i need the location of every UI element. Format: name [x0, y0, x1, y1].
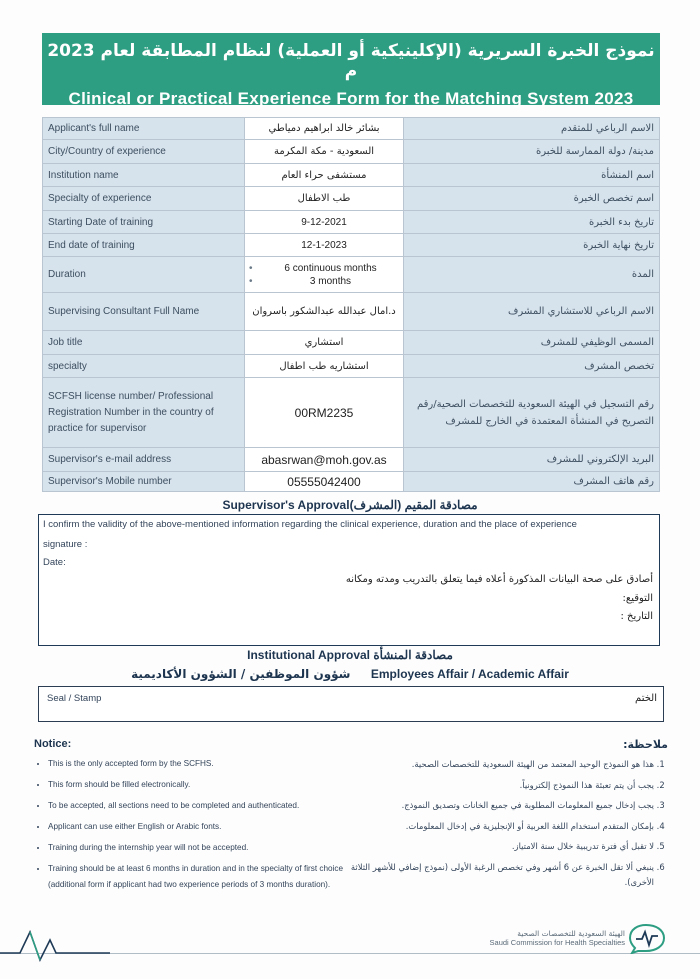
confirm-text-en: I confirm the validity of the above-mentioned information regarding the clinical experience, duration and the place of experience	[43, 519, 577, 530]
label-en: Job title	[43, 331, 245, 355]
license-number-field[interactable]: 00RM2235	[245, 378, 404, 448]
table-row	[43, 187, 660, 211]
date-label-ar[interactable]: التاريخ :	[620, 611, 653, 622]
seal-label-en: Seal / Stamp	[47, 693, 102, 704]
list-item: 2. يجب أن يتم تعبئة هذا النموذج إلكترونياً.	[350, 778, 654, 794]
label-en: Starting Date of training	[43, 211, 245, 234]
label-en: Specialty of experience	[43, 187, 245, 211]
consultant-name-field[interactable]: د.امال عبدالله عبدالشكور باسروان	[245, 293, 404, 331]
label-ar: مدينة/ دولة الممارسة للخبرة	[404, 140, 660, 164]
label-ar: تاريخ بدء الخبرة	[404, 211, 660, 234]
notice-title-ar: ملاحظة:	[623, 738, 668, 751]
form-title-ar: نموذج الخبرة السريرية (الإكلينيكية أو العملية) لنظام المطابقة لعام 2023 م	[47, 41, 655, 81]
notice-list-en	[34, 756, 344, 893]
table-row	[43, 355, 660, 378]
mobile-field[interactable]: 05555042400	[245, 472, 404, 492]
label-ar: المدة	[404, 257, 660, 293]
signature-label-en[interactable]: signature :	[43, 539, 88, 550]
signature-label-ar[interactable]: التوقيع:	[622, 593, 653, 604]
list-item: 6. ينبغي ألا تقل الخبرة عن 6 أشهر وفي تخصص الرغبة الأولى (نموذج إضافي للأشهر الثلاثة الأخرى).	[350, 860, 654, 891]
label-ar: اسم تخصص الخبرة	[404, 187, 660, 211]
table-row	[43, 211, 660, 234]
specialty-field[interactable]: طب الاطفال	[245, 187, 404, 211]
duration-field[interactable]	[245, 257, 404, 293]
list-item: 3. يجب إدخال جميع المعلومات المطلوبة في جميع الخانات وتصديق النموذج.	[350, 798, 654, 814]
supervisor-specialty-field[interactable]: استشاريه طب اطفال	[245, 355, 404, 378]
list-item: • Training during the internship year will not be accepted.	[48, 840, 344, 856]
label-en: Supervisor's e-mail address	[43, 448, 245, 472]
scfhs-logo-text	[477, 929, 625, 948]
email-field[interactable]: abasrwan@moh.gov.as	[245, 448, 404, 472]
city-country-field[interactable]: السعودية - مكة المكرمة	[245, 140, 404, 164]
list-item: • Training should be at least 6 months in duration and in the specialty of first choice (additional form if applicant had two experience periods of 3 months duration).	[48, 861, 344, 892]
applicant-info-table	[42, 117, 660, 492]
label-ar: الاسم الرباعي للمتقدم	[404, 118, 660, 140]
label-en: SCFSH license number/ Professional Registration Number in the country of practice for supervisor	[43, 378, 245, 448]
list-item: • To be accepted, all sections need to be completed and authenticated.	[48, 798, 344, 814]
label-en: specialty	[43, 355, 245, 378]
table-row	[43, 472, 660, 492]
label-en: Supervisor's Mobile number	[43, 472, 245, 492]
table-row	[43, 118, 660, 140]
table-row	[43, 448, 660, 472]
notice-list-ar	[350, 757, 668, 891]
end-date-field[interactable]: 12-1-2023	[245, 234, 404, 257]
label-ar: رقم هاتف المشرف	[404, 472, 660, 492]
label-en: Duration	[43, 257, 245, 293]
list-item: 4. بإمكان المتقدم استخدام اللغة العربية أو الإنجليزية في إدخال المعلومات.	[350, 819, 654, 835]
job-title-field[interactable]: استشاري	[245, 331, 404, 355]
notice-ar	[350, 738, 668, 896]
table-row	[43, 378, 660, 448]
duration-option-3-months[interactable]: • 3 months	[263, 276, 398, 287]
logo-text-ar: الهيئة السعودية للتخصصات الصحية	[517, 929, 625, 938]
logo-text-en: Saudi Commission for Health Specialties	[489, 938, 625, 948]
label-ar: المسمى الوظيفي للمشرف	[404, 331, 660, 355]
table-row	[43, 234, 660, 257]
supervisor-approval-title: Supervisor's Approval(مصادقة المقيم (المشرف	[222, 498, 478, 512]
institutional-approval-title: Institutional Approval مصادقة المنشأة	[247, 648, 453, 662]
list-item: 5. لا تقبل أي فترة تدريبية خلال سنة الامتياز.	[350, 839, 654, 855]
subtitle-en: Employees Affair / Academic Affair	[370, 667, 569, 681]
notice-en	[34, 738, 344, 898]
institution-field[interactable]: مستشفى حراء العام	[245, 164, 404, 187]
heartbeat-wave-icon	[0, 922, 110, 967]
table-row	[43, 257, 660, 293]
notice-title-en: Notice:	[34, 738, 72, 750]
list-item: • This form should be filled electronically.	[48, 777, 344, 793]
seal-label-ar: الختم	[635, 693, 657, 704]
list-item: 1. هذا هو النموذج الوحيد المعتمد من الهيئة السعودية للتخصصات الصحية.	[350, 757, 654, 773]
form-title-en: Clinical or Practical Experience Form for the Matching System 2023	[68, 89, 634, 108]
institutional-seal-box[interactable]	[38, 686, 664, 722]
label-ar: الاسم الرباعي للاستشاري المشرف	[404, 293, 660, 331]
table-row	[43, 140, 660, 164]
label-en: Applicant's full name	[43, 118, 245, 140]
start-date-field[interactable]: 9-12-2021	[245, 211, 404, 234]
date-label-en[interactable]: Date:	[43, 557, 66, 568]
form-header	[42, 33, 660, 108]
list-item: • This is the only accepted form by the SCFHS.	[48, 756, 344, 772]
label-en: End date of training	[43, 234, 245, 257]
applicant-name-field[interactable]: بشائر خالد ابراهيم دمياطي	[245, 118, 404, 140]
institutional-approval-subtitle	[0, 667, 700, 681]
label-ar: اسم المنشأة	[404, 164, 660, 187]
subtitle-ar: شؤون الموظفين / الشؤون الأكاديمية	[131, 667, 351, 681]
label-en: Institution name	[43, 164, 245, 187]
label-ar: تاريخ نهاية الخبرة	[404, 234, 660, 257]
table-row	[43, 331, 660, 355]
label-ar: رقم التسجيل في الهيئة السعودية للتخصصات الصحية/رقم التصريح في المنشأة المعتمدة في الخارج للمشرف	[404, 378, 660, 448]
scfhs-logo-icon	[626, 922, 668, 954]
label-ar: البريد الإلكتروني للمشرف	[404, 448, 660, 472]
table-row	[43, 293, 660, 331]
label-en: City/Country of experience	[43, 140, 245, 164]
list-item: • Applicant can use either English or Arabic fonts.	[48, 819, 344, 835]
label-en: Supervising Consultant Full Name	[43, 293, 245, 331]
confirm-text-ar: أصادق على صحة البيانات المذكورة أعلاه فيما يتعلق بالتدريب ومدته ومكانه	[345, 574, 653, 585]
supervisor-approval-box	[38, 514, 660, 646]
label-ar: تخصص المشرف	[404, 355, 660, 378]
duration-option-6-months[interactable]: • 6 continuous months	[263, 263, 398, 274]
table-row	[43, 164, 660, 187]
